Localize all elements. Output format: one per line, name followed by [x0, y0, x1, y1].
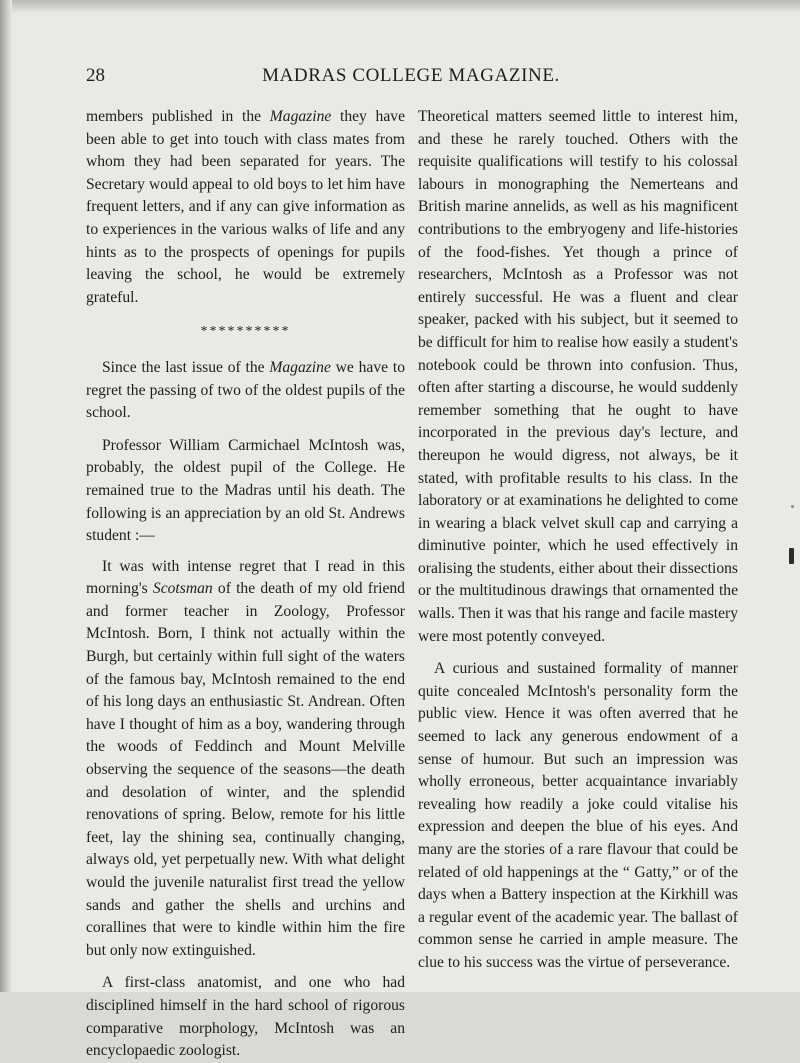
page-top-edge: [0, 0, 800, 14]
paragraph: [86, 972, 405, 1062]
page-number: 28: [86, 65, 105, 86]
text-run: they have been able to get into touch with class mates from whom they had been separated for years. The Secretary would appeal to old boys to let him have frequent letters, and if any can give information as to experiences in the various walks of life and any hints as to the prospects of openings for pupils leaving the school, he would be extremely grateful.: [86, 108, 405, 306]
section-divider: **********: [200, 324, 291, 340]
text-run: members published in the: [86, 108, 270, 125]
running-title: MADRAS COLLEGE MAGAZINE.: [262, 65, 560, 86]
text-run: of the death of my old friend and former teacher in Zoology, Professor McIntosh. Born, I think not actually within the Burgh, but certainly within full sight of the waters of the famous bay, McIntosh remained to the end of his long days an enthusiastic St. Andrean. Often have I thought of him as a boy, wandering through the woods of Feddinch and Mount Melville observing the sequence of the seasons—the death and desolation of winter, and the splendid renovations of spring. Below, remote for his little feet, lay the shining sea, continually changing, always old, yet perpetually new. With what delight would the juvenile naturalist first tread the yellow sands and gather the shells and urchins and corallines that were to kindle within him the fire but only now extinguished.: [86, 580, 405, 959]
paragraph: [418, 106, 738, 648]
margin-ink-mark: [789, 548, 794, 564]
text-run: It was with intense regret that I read in this morning's: [86, 557, 405, 598]
italic-title: Magazine: [269, 358, 331, 376]
margin-speck: [791, 505, 794, 508]
right-column: [418, 106, 738, 975]
paragraph: [418, 658, 738, 974]
paragraph: [86, 106, 405, 309]
italic-title: Scotsman: [152, 580, 213, 598]
page-binding-edge: [0, 0, 12, 992]
page-header: [86, 65, 736, 89]
text-run: Theoretical matters seemed little to interest him, and these he rarely touched. Others with the requisite qualifications will testify to his colossal labours in monographing the Nemerteans and British marine annelids, as well as his magnificent contributions to the embryogeny and life-histories of the food-fishes. Yet though a prince of researchers, McIntosh as a Professor was not entirely successful. He was a fluent and clear speaker, packed with his subject, but it seemed to be difficult for him to realise how easily a student's notebook could be thrown into confusion. Thus, often after starting a discourse, he would suddenly remember something that he ought to have incorporated in the previous day's lecture, and thereupon he would digress, not always, be it stated, with profitable results to his class. In the laboratory or at examinations he delighted to come in wearing a black velvet skull cap and carrying a diminutive pointer, which he used effectively in oralising the students, either about their dissections or the multitudinous drawings that ornamented the walls. Then it was that his range and facile mastery were most potently conveyed.: [418, 108, 738, 645]
text-run: A first-class anatomist, and one who had disciplined himself in the hard school of rigorous comparative morphology, McIntosh was an encyclopaedic zoologist.: [86, 974, 405, 1060]
text-run: Since the last issue of the: [102, 358, 270, 376]
paragraph: [86, 357, 405, 425]
paragraph: [86, 556, 405, 963]
text-run: Professor William Carmichael McIntosh was, probably, the oldest pupil of the College. He remained true to the Madras until his death. The following is an appreciation by an old St. Andrews student :—: [86, 436, 405, 545]
text-run: A curious and sustained formality of manner quite concealed McIntosh's personality form the public view. Hence it was often averred that he seemed to lack any generous endowment of a sense of humour. But such an impression was wholly erroneous, better acquaintance invariably revealing how readily a joke could vitalise his expression and deepen the blue of his eyes. And many are the stories of a rare flavour that could be related of old happenings at the “ Gatty,” or of the days when a Battery inspection at the Kirkhill was a regular event of the academic year. The ballast of common sense he carried in ample measure. The clue to his success was the virtue of perseverance.: [418, 660, 738, 971]
italic-title: Magazine: [269, 108, 332, 125]
left-column: [86, 106, 405, 1063]
text-run: we have to regret the passing of two of the oldest pupils of the school.: [86, 358, 405, 422]
paragraph: [86, 435, 405, 548]
